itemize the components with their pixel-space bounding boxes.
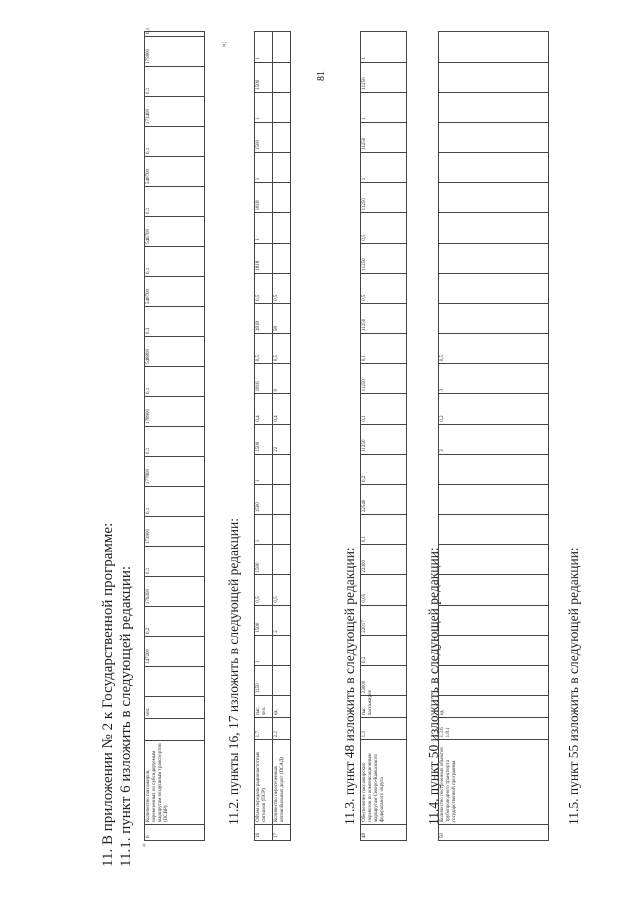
table-cell: 1816 (255, 364, 273, 394)
table-cell (273, 243, 291, 273)
table-cell: 0,5 (273, 334, 291, 364)
table-cell: 546700 (145, 217, 205, 247)
table-cell: 50 (439, 824, 549, 840)
table-cell: 0,05 (361, 575, 407, 605)
table-cell: 11250 (361, 62, 407, 92)
table-cell: 16 (255, 824, 273, 840)
table-cell (439, 32, 549, 63)
table-cell (273, 484, 291, 514)
table-cell: 1.7 (255, 718, 273, 740)
table-cell: ед. (273, 696, 291, 718)
table-cell: 11250 (361, 424, 407, 454)
table-cell: 1500 (255, 62, 273, 92)
table-cell: 0,2 (145, 607, 205, 637)
table-cell: 0,1 (145, 32, 205, 37)
table-cell: 548800 (145, 337, 205, 367)
close-quote-mark: »; (220, 41, 228, 47)
table-cell: 1 (361, 32, 407, 63)
table-cell: 1 (255, 32, 273, 63)
table-cell: 1 (255, 213, 273, 243)
table-cell: 0,1 (145, 67, 205, 97)
table-cell (439, 635, 549, 665)
table-cell: ед. (439, 696, 549, 718)
table-cell: 0,1 (145, 367, 205, 397)
table-cell: 1818 (255, 243, 273, 273)
table-cell: 1 (361, 153, 407, 183)
table-cell: 1 (255, 515, 273, 545)
table-cell: 1150 (255, 665, 273, 695)
table-point-50 (438, 31, 549, 841)
table-cell: 0,1 (145, 247, 205, 277)
table-cell: 6 (145, 825, 205, 841)
table-cell: 1.3.6 1.8.1 (439, 718, 549, 740)
table-cell (145, 719, 205, 741)
table-cell: 0,1 (145, 127, 205, 157)
table-cell: Объем передачи радиочастотных сигналов (ПСР) (255, 740, 273, 825)
table-cell (439, 273, 549, 303)
table-cell: 2.2 (273, 718, 291, 740)
table-cell: 546700 (145, 277, 205, 307)
table-cell (439, 122, 549, 152)
table-cell: 22540 (361, 484, 407, 514)
table-cell: чел. (145, 697, 205, 719)
table-cell: 22 (273, 424, 291, 454)
table-cell: 1500 (255, 424, 273, 454)
table-cell: Количество пассажиров, перевезенных по субсидируемым маршрутам воздушным транспортом (ПСВР) (145, 741, 205, 825)
table-cell: 0,1 (145, 427, 205, 457)
table-cell: 1818 (255, 183, 273, 213)
table-cell (273, 183, 291, 213)
open-quote-mark: « (140, 843, 148, 847)
table-cell: 0,5 (255, 334, 273, 364)
table-cell: 0,1 (361, 394, 407, 424)
table-cell: 173400 (145, 97, 205, 127)
table-cell (439, 243, 549, 273)
table-cell (273, 122, 291, 152)
section-11-4-heading: 11.4. пункт 50 изложить в следующей редакции: (426, 547, 441, 825)
table-cell (273, 213, 291, 243)
table-cell: 1500 (255, 605, 273, 635)
table-cell: 1500 (255, 545, 273, 575)
table-row (255, 32, 273, 841)
table-cell: 0,5 (273, 575, 291, 605)
table-cell: 0,1 (145, 547, 205, 577)
table-cell: 0 (273, 364, 291, 394)
table-row (273, 32, 291, 841)
table-cell: 0,2 (361, 635, 407, 665)
table-cell (439, 153, 549, 183)
table-cell: 0,5 (255, 575, 273, 605)
table-cell (439, 484, 549, 514)
table-cell: 0,5 (361, 213, 407, 243)
table-cell (273, 515, 291, 545)
section-11-2-heading: 11.2. пункты 16, 17 изложить в следующей редакции: (226, 517, 241, 825)
table-row (145, 32, 205, 841)
table-point-6 (144, 27, 205, 841)
table-cell: 48 (361, 824, 407, 840)
table-cell: Количество построенных объектов трубопроводного транспорта государственной программы (439, 740, 549, 825)
table-cell: тыс. чел. (255, 696, 273, 718)
table-cell (439, 575, 549, 605)
table-cell: 23000 (361, 665, 407, 695)
table-cell: 1 (255, 153, 273, 183)
table-cell: 1 (255, 635, 273, 665)
table-cell (439, 183, 549, 213)
table-cell (439, 605, 549, 635)
table-cell: 546700 (145, 157, 205, 187)
table-cell: 11250 (361, 364, 407, 394)
table-cell: 17 (273, 824, 291, 840)
table-cell: 175800 (145, 37, 205, 67)
table-cell: 0,1 (361, 334, 407, 364)
table-cell: 11250 (361, 243, 407, 273)
table-cell (439, 665, 549, 695)
table-cell: 1500 (255, 484, 273, 514)
page-number: 81 (316, 71, 327, 81)
table-row (361, 32, 407, 841)
table-cell: 1 (361, 92, 407, 122)
table-cell: 0,1 (145, 187, 205, 217)
table-cell: 0,5 (439, 334, 549, 364)
table-cell: 1.3 (361, 718, 407, 740)
table-cell: Обеспечение пассажирских перевозок по компенсационным маршрутам Северо-Кавказского федерального округа (361, 740, 407, 825)
table-cell (439, 303, 549, 333)
table-cell: 1500 (255, 122, 273, 152)
table-cell (273, 92, 291, 122)
table-cell: 22300 (361, 545, 407, 575)
table-cell: Количество пересеченных автомобильных дорог (ПСАД) (273, 740, 291, 825)
table-cell: 0,1 (361, 515, 407, 545)
table-cell: 58 (273, 303, 291, 333)
table-cell (439, 92, 549, 122)
table-cell: 3 (439, 424, 549, 454)
table-cell (439, 213, 549, 243)
table-row (439, 32, 549, 841)
table-cell (439, 62, 549, 92)
table-cell: 0,2 (361, 454, 407, 484)
table-cell: 1818 (255, 303, 273, 333)
table-cell: 11250 (361, 303, 407, 333)
table-point-48 (360, 31, 407, 841)
section-11-1-heading: 11.1. пункт 6 изложить в следующей редакции: (118, 565, 134, 867)
table-points-16-17 (254, 31, 291, 841)
table-cell: 0,5 (361, 273, 407, 303)
table-cell: 178900 (145, 397, 205, 427)
table-cell: 11250 (361, 122, 407, 152)
table-cell: 2 (273, 605, 291, 635)
section-11-5-heading: 11.5. пункт 55 изложить в следующей редакции: (566, 547, 581, 825)
table-cell: 0,4 (273, 394, 291, 424)
table-cell (273, 62, 291, 92)
table-cell: 3 (439, 364, 549, 394)
table-cell: 0,5 (255, 273, 273, 303)
table-cell: 0,5 (273, 273, 291, 303)
table-cell: 11250 (361, 183, 407, 213)
table-cell: 0,4 (255, 394, 273, 424)
table-cell: 0,3 (145, 307, 205, 337)
table-cell (273, 635, 291, 665)
section-11-heading: 11. В приложении № 2 к Государственной программе: (100, 522, 116, 867)
table-cell (439, 454, 549, 484)
section-11-3-heading: 11.3. пункт 48 изложить в следующей редакции: (342, 547, 357, 825)
table-cell (273, 32, 291, 63)
table-cell: 147200 (145, 637, 205, 667)
table-cell (273, 545, 291, 575)
table-cell: 177800 (145, 457, 205, 487)
table-cell (273, 665, 291, 695)
table-cell (439, 515, 549, 545)
table-cell: 1 (255, 92, 273, 122)
table-cell: 1 (255, 454, 273, 484)
table-cell: тыс. пассажиров (361, 696, 407, 718)
table-cell (145, 667, 205, 697)
table-cell: 22017 (361, 605, 407, 635)
table-cell (273, 153, 291, 183)
table-cell (439, 545, 549, 575)
table-cell: 0,1 (145, 487, 205, 517)
table-cell: 176300 (145, 577, 205, 607)
table-cell: 173900 (145, 517, 205, 547)
table-cell (273, 454, 291, 484)
table-cell: 0,2 (439, 394, 549, 424)
